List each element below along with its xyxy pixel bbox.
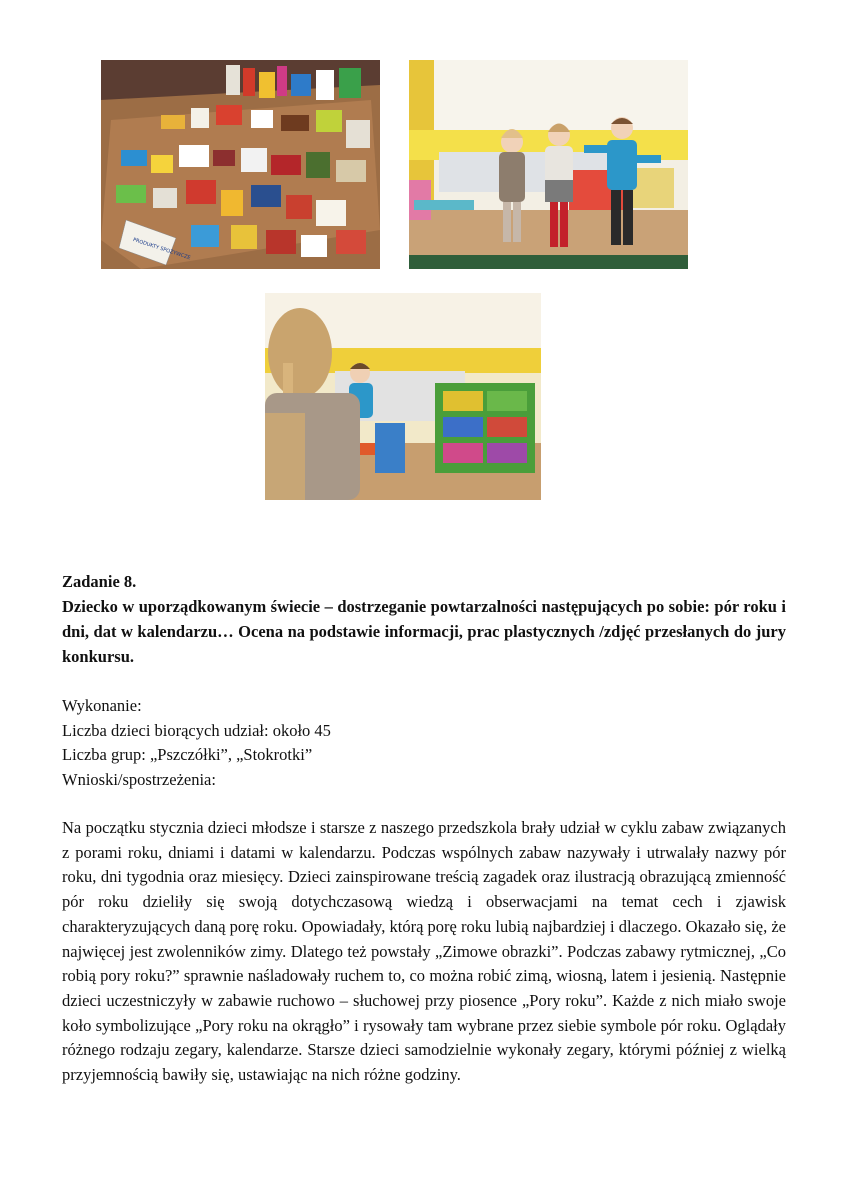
photo-children-classroom xyxy=(409,60,688,269)
photo-food-products-table xyxy=(101,60,380,269)
task-description: Dziecko w uporządkowanym świecie – dostrzeganie powtarzalności następujących po sobie: pór roku i dni, dat w kalendarzu… Ocena na podstawie informacji, prac plastycznych /zdjęć przesłanych do jury konkursu. xyxy=(62,597,786,666)
info-execution-label: Wykonanie: xyxy=(62,696,142,715)
task-info xyxy=(62,694,331,792)
info-conclusions-label: Wnioski/spostrzeżenia: xyxy=(62,769,216,789)
products-sign-text: PRODUKTY SPOŻYWCZE xyxy=(132,237,192,262)
info-children-count: Liczba dzieci biorących udział: około 45 xyxy=(62,720,331,740)
photo-toy-shelf xyxy=(265,293,541,500)
report-paragraph: Na początku stycznia dzieci młodsze i starsze z naszego przedszkola brały udział w cyklu zabaw związanych z porami roku, dniami i datami w kalendarzu. Podczas wspólnych zabaw nazywały i utrwalały nazwy pór roku, dni tygodnia oraz miesięcy. Dzieci zainspirowane treścią zagadek oraz ilustracją obrazującą zmienność pór roku dzieliły się swoją dotychczasową wiedzą i obserwacjami na temat cech i zjawisk charakteryzujących daną porę roku. Opowiadały, którą porę roku lubią najbardziej i dlaczego. Okazało się, że najwięcej jest zwolenników zimy. Dlatego też powstały „Zimowe obrazki”. Podczas zabawy rytmicznej, „Co robią pory roku?” sprawnie naśladowały ruchem to, co można robić zimą, wiosną, latem i jesienią. Następnie dzieci uczestniczyły w zabawie ruchowo – słuchowej przy piosence „Pory roku”. Każde z nich miało swoje koło symbolizujące „Pory roku na okrągło” i rysowały tam wybrane przez siebie symbole pór roku. Oglądały różnego rodzaju zegary, kalendarze. Starsze dzieci samodzielnie wykonały zegary, którymi później z wielką przyjemnością bawiły się, ustawiając na nich różne godziny. xyxy=(62,818,786,1085)
info-groups: Liczba grup: „Pszczółki”, „Stokrotki” xyxy=(62,745,313,765)
task-heading: Zadanie 8. xyxy=(62,572,137,591)
